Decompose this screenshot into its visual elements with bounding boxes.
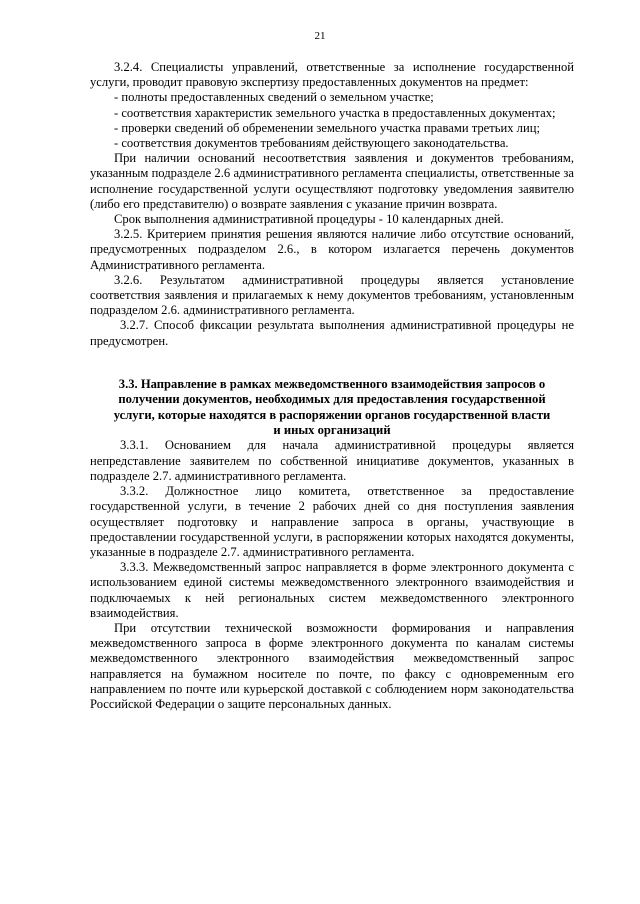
paragraph-3-2-4: 3.2.4. Специалисты управлений, ответственные за исполнение государственной услуги, проводит правовую экспертизу предоставленных документов на предмет: [90,60,574,90]
paragraph-3-3-3: 3.3.3. Межведомственный запрос направляется в форме электронного документа с использованием единой системы межведомственного электронного взаимодействия и подключаемых к ней региональных систем межведомственного электронного взаимодействия. [90,560,574,620]
paragraph-3-2-6: 3.2.6. Результатом административной процедуры является установление соответствия заявления и прилагаемых к нему документов требованиям, установленным подразделом 2.6. административного регламента. [90,272,574,318]
list-item-compliance: - соответствия документов требованиям действующего законодательства. [114,136,509,151]
paragraph-3-2-5: 3.2.5. Критерием принятия решения являются наличие либо отсутствие оснований, предусмотренных подразделом 2.6., в котором излагается перечень документов Административного регламента. [90,227,574,272]
page-number: 21 [314,30,326,42]
paragraph-no-technical-possibility: При отсутствии технической возможности формирования и направления межведомственного запроса в форме электронного документа по каналам системы межведомственного электронного взаимодействия межведомственный запрос направляется на бумажном носителе по почте, по факсу с одновременным его направлением по почте или курьерской доставкой с соблюдением норм законодательства Российской Федерации о защите персональных данных. [90,620,574,711]
list-item-characteristics: - соответствия характеристик земельного участка в предоставленных документах; [114,105,556,120]
heading-line: 3.3. Направление в рамках межведомственного взаимодействия запросов о [118,376,546,391]
section-heading-3-3 [90,377,574,439]
paragraph-3-3-2: 3.3.2. Должностное лицо комитета, ответственное за предоставление государственной услуги, в течение 2 рабочих дней со дня поступления заявления осуществляет подготовку и направление запроса в органы, участвующие в предоставлении государственной услуги, в распоряжении которых находятся документы, указанные в подразделе 2.7. административного регламента. [90,484,574,559]
list-item-completeness: - полноты предоставленных сведений о земельном участке; [114,90,434,105]
paragraph-3-2-7: 3.2.7. Способ фиксации результата выполнения административной процедуры не предусмотрен. [90,318,574,348]
heading-line: получении документов, необходимых для предоставления государственной [118,392,546,407]
heading-line: и иных организаций [273,423,391,438]
heading-line: услуги, которые находятся в распоряжении органов государственной власти [113,407,551,422]
document-body [90,60,574,712]
paragraph-grounds-nonconformity: При наличии оснований несоответствия заявления и документов требованиям, указанным подразделе 2.6 административного регламента специалисты, ответственные за исполнение государственной услуги осуществляют подготовку уведомления заявителю (либо его представителю) о возврате заявления с указание причин возврата. [90,151,574,211]
paragraph-3-3-1: 3.3.1. Основанием для начала административной процедуры является непредставление заявителем по собственной инициативе документов, указанных в подразделе 2.7. административного регламента. [90,438,574,483]
list-item-encumbrance: - проверки сведений об обременении земельного участка правами третьих лиц; [114,120,540,135]
paragraph-procedure-term: Срок выполнения административной процедуры - 10 календарных дней. [114,212,504,227]
